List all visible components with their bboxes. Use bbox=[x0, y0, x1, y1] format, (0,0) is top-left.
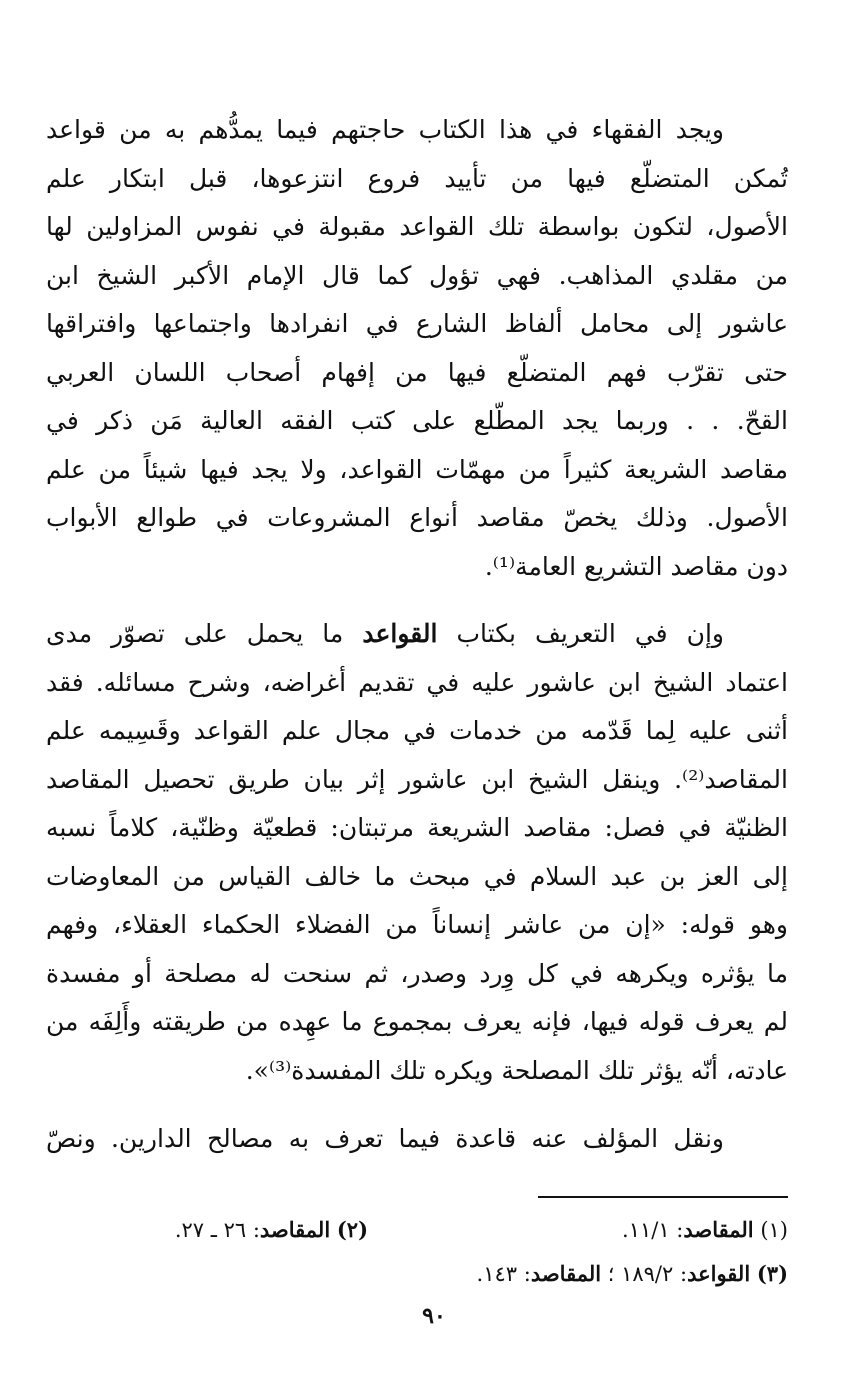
paragraph-line: ويجد الفقهاء في هذا الكتاب حاجتهم فيما يمدُّهم به من قواعد bbox=[46, 115, 724, 144]
text-run: ما يحمل على تصوّر مدى bbox=[46, 619, 363, 648]
footnote-source: المقاصد bbox=[259, 1217, 331, 1242]
paragraph-line: ونقل المؤلف عنه قاعدة فيما تعرف به مصالح الدارين. ونصّ bbox=[46, 1124, 724, 1153]
footnote-source: المقاصد bbox=[683, 1217, 754, 1242]
footnote-text: : ١١/١. bbox=[622, 1218, 684, 1242]
footnote-1 bbox=[622, 1208, 788, 1252]
footnote-source: القواعد bbox=[687, 1261, 751, 1286]
paragraph-line: عاشور إلى محامل ألفاظ الشارع في انفرادها واجتماعها وافتراقها bbox=[46, 309, 788, 338]
paragraph-line: من مقلدي المذاهب. فهي تؤول كما قال الإمام الأكبر الشيخ ابن bbox=[46, 260, 788, 290]
book-title-qawaid: القواعد bbox=[362, 619, 438, 648]
paragraph-line: مقاصد الشريعة كثيراً من مهمّات القواعد، ولا يجد فيها شيئاً من علم bbox=[46, 454, 788, 484]
paragraph-line: وهو قوله: «إن من عاشر إنساناً من الفضلاء الحكماء العقلاء، وفهم bbox=[46, 910, 788, 939]
footnotes bbox=[46, 1208, 788, 1296]
page-number: ٩٠ bbox=[422, 1303, 446, 1329]
paragraph-line: ما يؤثره ويكرهه في كل وِرد وصدر، ثم سنحت له مصلحة أو مفسدة bbox=[46, 958, 788, 988]
paragraph-line: المقاصد⁽²⁾. وينقل الشيخ ابن عاشور إثر بيان طريق تحصيل المقاصد bbox=[46, 764, 788, 794]
footnote-number: (٢) bbox=[336, 1217, 368, 1242]
footnote-text: : ١٨٩/٢ ؛ bbox=[601, 1262, 688, 1286]
paragraph-line: تُمكن المتضلّع فيها من تأييد فروع انتزعوها، قبل ابتكار علم bbox=[46, 163, 788, 193]
footnote-separator bbox=[538, 1196, 788, 1198]
footnote-number: (١) bbox=[760, 1218, 788, 1242]
footnote-row bbox=[46, 1208, 788, 1252]
paragraph-line: دون مقاصد التشريع العامة⁽¹⁾. bbox=[484, 551, 788, 581]
paragraph-3 bbox=[46, 1115, 788, 1164]
paragraph-line: الأصول. وذلك يخصّ مقاصد أنواع المشروعات في طوالع الأبواب bbox=[46, 503, 788, 532]
footnote-2 bbox=[175, 1208, 368, 1252]
text-run: وإن في التعريف بكتاب bbox=[437, 619, 725, 648]
footnote-number: (٣) bbox=[756, 1261, 788, 1286]
paragraph-line: أثنى عليه لِما قَدّمه من خدمات في مجال علم القواعد وقَسِيمه علم bbox=[46, 716, 788, 745]
paragraph-line: القحّ. . . وربما يجد المطّلع على كتب الفقه العالية مَن ذكر في bbox=[46, 406, 788, 435]
paragraph-line bbox=[46, 610, 788, 659]
paragraph-line: عادته، أنّه يؤثر تلك المصلحة ويكره تلك المفسدة⁽³⁾». bbox=[245, 1055, 788, 1085]
paragraph-2 bbox=[46, 610, 788, 1095]
footnote-text: : ١٤٣. bbox=[476, 1262, 531, 1286]
paragraph-line: حتى تقرّب فهم المتضلّع فيها من إفهام أصحاب اللسان العربي bbox=[46, 357, 788, 387]
footnote-3 bbox=[477, 1252, 788, 1296]
paragraph-line: الأصول، لتكون بواسطة تلك القواعد مقبولة في نفوس المزاولين لها bbox=[46, 212, 788, 241]
paragraph-line: لم يعرف قوله فيها، فإنه يعرف بمجموع ما عهِده من طريقته وأَلِفَه من bbox=[46, 1007, 788, 1036]
footnote-source: المقاصد bbox=[530, 1261, 602, 1286]
paragraph-line: الظنيّة في فصل: مقاصد الشريعة مرتبتان: قطعيّة وظنّية، كلاماً نسبه bbox=[46, 813, 788, 842]
paragraph-line: إلى العز بن عبد السلام في مبحث ما خالف القياس من المعاوضات bbox=[46, 861, 788, 891]
paragraph-1 bbox=[46, 106, 788, 591]
footnote-row bbox=[46, 1252, 788, 1296]
paragraph-line: اعتماد الشيخ ابن عاشور عليه في تقديم أغراضه، وشرح مسائله. فقد bbox=[46, 667, 788, 697]
footnote-text: : ٢٦ ـ ٢٧. bbox=[174, 1218, 260, 1242]
